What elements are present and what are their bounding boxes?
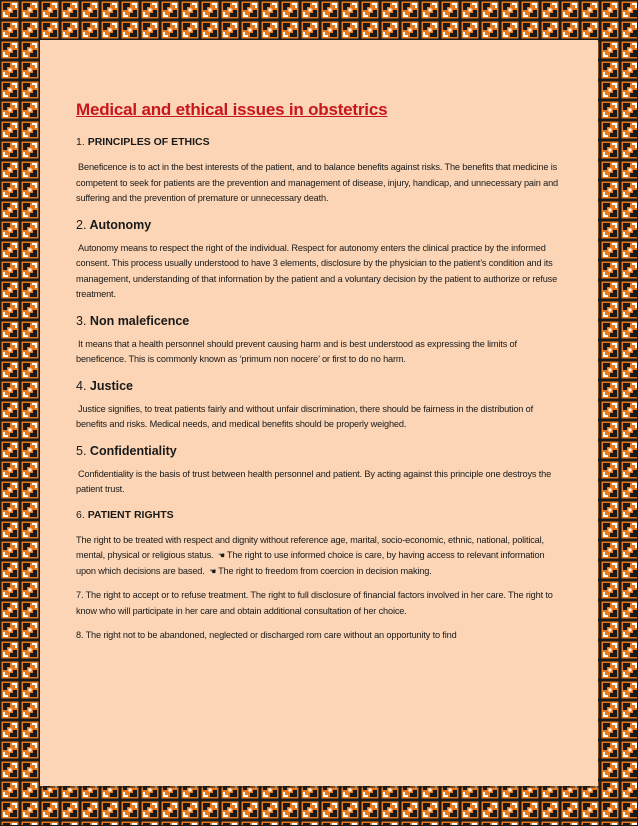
paragraph-beneficence: Beneficence is to act in the best interests of the patient, and to balance benefits against risks. The benefits that medicine is competent to seek for patients are the prevention and management of disease, injury, handicap, and unnecessary pain and suffering and the prevention of premature or unnecessary death.	[76, 162, 558, 203]
section-number: 3.	[76, 313, 87, 328]
section-heading-non-maleficence	[76, 314, 566, 328]
section-number: 6.	[76, 508, 85, 521]
paragraph-justice: Justice signifies, to treat patients fairly and without unfair discrimination, there should be fairness in the distribution of benefits and risks. Medical needs, and medical benefits should be properly weighed.	[76, 403, 534, 429]
right-freedom-coercion: The right to freedom from coercion in decision making.	[218, 565, 432, 576]
hand-pointing-icon: ☚	[209, 566, 217, 576]
paragraph-right-8: 8. The right not to be abandoned, neglected or discharged rom care without an opportunity to find	[76, 630, 457, 640]
paragraph-confidentiality: Confidentiality is the basis of trust between health personnel and patient. By acting against this principle one destroys the patient trust.	[76, 468, 552, 494]
right-informed-choice: The right to use informed choice is care, by having access to relevant information upon which decisions are based.	[76, 550, 545, 576]
section-number: 2.	[76, 217, 87, 232]
paragraph-right-7: 7. The right to accept or to refuse treatment. The right to full disclosure of financial factors involved in her care. The right to know who will participate in her care and obtain additional consultation of her choice.	[76, 590, 553, 616]
paragraph-non-maleficence: It means that a health personnel should prevent causing harm and is best understood as expressing the limits of beneficence. This is commonly known as ‘primum non nocere’ or first to do no harm.	[76, 338, 517, 364]
document-content	[76, 100, 566, 653]
section-title: Autonomy	[89, 217, 152, 232]
section-number: 1.	[76, 136, 85, 148]
right-respect-dignity: The right to be treated with respect and dignity without reference age, marital, socio-economic, ethnic, national, political, mental, physical or religious status.	[76, 534, 544, 560]
hand-pointing-icon: ☚	[217, 551, 225, 560]
section-heading-autonomy	[76, 218, 566, 232]
section-title: Justice	[89, 378, 134, 393]
document-title: Medical and ethical issues in obstetrics	[76, 100, 388, 119]
section-heading-principles	[76, 136, 566, 148]
section-title: Confidentiality	[89, 443, 177, 458]
section-heading-justice	[76, 379, 566, 393]
section-title: Non maleficence	[89, 313, 190, 328]
paragraph-patient-rights	[76, 533, 566, 580]
paragraph-autonomy: Autonomy means to respect the right of the individual. Respect for autonomy enters the clinical practice by the informed consent. This process usually understood to have 3 elements, disclosure by the physician to the patient’s condition and its management, understanding of that information by the patient and a voluntary decision by the patient to authorize or refuse treatment.	[76, 242, 558, 299]
section-heading-patient-rights	[76, 509, 566, 521]
section-number: 5.	[76, 443, 87, 458]
section-heading-confidentiality	[76, 444, 566, 458]
section-number: 4.	[76, 378, 87, 393]
section-title: PRINCIPLES OF ETHICS	[87, 136, 210, 148]
section-title: PATIENT RIGHTS	[87, 508, 174, 521]
